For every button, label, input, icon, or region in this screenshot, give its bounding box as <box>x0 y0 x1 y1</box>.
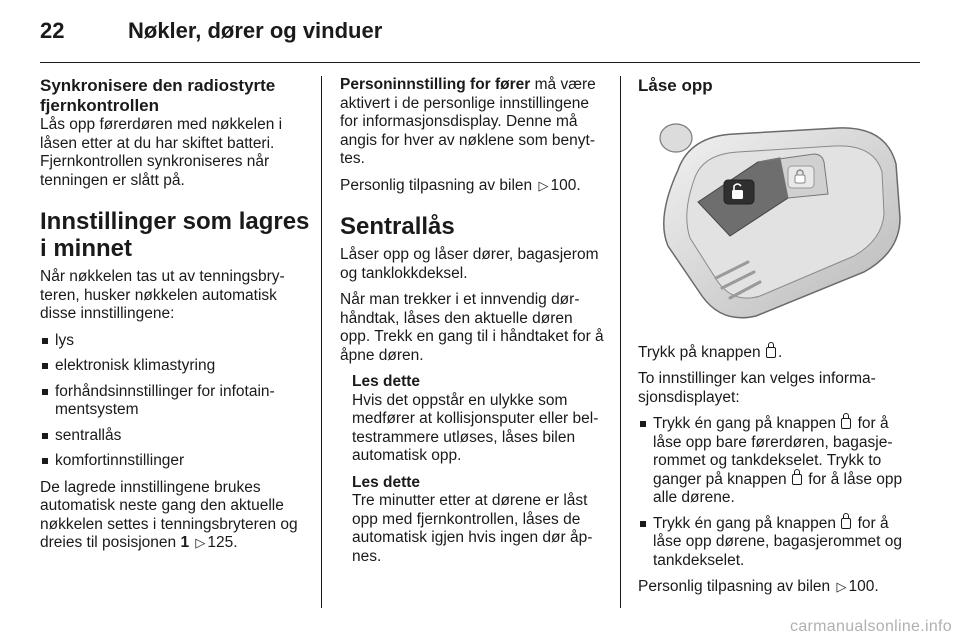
central-locking-text: Låser opp og låser dører, bagasjerom og tanklokkdeksel. <box>340 246 599 282</box>
list-item: lys <box>40 332 310 351</box>
memory-settings-list <box>40 332 310 471</box>
section-heading-central-locking: Sentrallås <box>340 213 455 240</box>
door-handle-text: Når man trekker i et innvendig dør-håndtak, låses den aktuelle døren opp. Trekk en gang til i håndtaket for å åpne døren. <box>340 291 604 364</box>
section-heading-sync-remote: Synkronisere den radiostyrte fjernkontrollen <box>40 76 276 115</box>
note-text: Hvis det oppstår en ulykke som medfører at kollisjonsputer eller bel-testrammere utløses, låses bilen automatisk opp. <box>352 391 599 464</box>
column-3 <box>638 76 910 605</box>
header-rule <box>40 62 920 63</box>
list-item: Trykk én gang på knappen for å låse opp bare førerdøren, bagasje-rommet og tankdekselet. Trykk to ganger på knappen for å låse opp alle dørene. <box>638 415 910 508</box>
position-number: 1 <box>180 534 190 551</box>
unlock-button-icon <box>766 347 776 358</box>
list-item: komfortinnstillinger <box>40 452 310 471</box>
unlock-settings-list <box>638 415 910 570</box>
list-item: forhåndsinnstillinger for infotain-mentsystem <box>40 383 310 420</box>
column-divider-1 <box>321 76 322 608</box>
column-1 <box>40 76 310 561</box>
personalization-reference: Personlig tilpasning av bilen ▷ 100. <box>340 176 581 194</box>
watermark: carmanualsonline.info <box>790 618 952 635</box>
triangle-right-icon: ▷ <box>836 579 847 594</box>
memory-settings-outro: De lagrede innstillingene brukes automatisk neste gang den aktuelle nøkkelen settes i tenningsbryteren og dreies til posisjonen 1 ▷ 125. <box>40 478 298 551</box>
column-divider-2 <box>620 76 621 608</box>
page-number: 22 <box>40 18 65 43</box>
note-label: Les dette <box>352 373 421 390</box>
section-heading-unlock: Låse opp <box>638 76 713 95</box>
settings-intro: To innstillinger kan velges informa-sjonsdisplayet: <box>638 370 876 406</box>
sync-remote-text: Lås opp førerdøren med nøkkelen i låsen etter at du har skiftet batteri. Fjernkontrollen synkroniseres når tenningen er slått på. <box>40 116 283 189</box>
personalization-reference: Personlig tilpasning av bilen ▷ 100. <box>638 578 879 595</box>
note-relock <box>340 474 605 567</box>
page-reference[interactable]: 100. <box>848 578 879 595</box>
list-item: elektronisk klimastyring <box>40 357 310 376</box>
page-reference[interactable]: 100. <box>550 176 581 194</box>
triangle-right-icon: ▷ <box>538 177 549 193</box>
page-reference[interactable]: 125. <box>207 534 238 551</box>
page-title: Nøkler, dører og vinduer <box>128 18 383 43</box>
column-2 <box>340 76 605 574</box>
unlock-button-icon <box>841 418 851 429</box>
press-unlock-text: Trykk på knappen . <box>638 343 783 361</box>
note-airbag <box>340 373 605 466</box>
note-text: Tre minutter etter at dørene er låst opp med fjernkontrollen, låses de automatisk igjen hvis ingen dør åp-nes. <box>352 492 593 565</box>
note-label: Les dette <box>352 473 421 491</box>
memory-settings-intro: Når nøkkelen tas ut av tenningsbry-teren, husker nøkkelen automatisk disse innstillingene: <box>40 268 285 322</box>
list-item: Trykk én gang på knappen for å låse opp dørene, bagasjerommet og tankdekselet. <box>638 515 910 571</box>
triangle-right-icon: ▷ <box>195 535 206 550</box>
unlock-button-icon <box>792 474 802 485</box>
remote-key-illustration <box>638 110 910 322</box>
unlock-button-icon <box>841 518 851 529</box>
section-heading-memory-settings: Innstillinger som lagres i minnet <box>40 208 310 262</box>
driver-personalization-text: Personinnstilling for fører må være aktivert i de personlige innstillingene for informasjonsdisplay. Denne må angis for hver av nøklene som benyt-tes. <box>340 76 596 167</box>
list-item: sentrallås <box>40 427 310 446</box>
